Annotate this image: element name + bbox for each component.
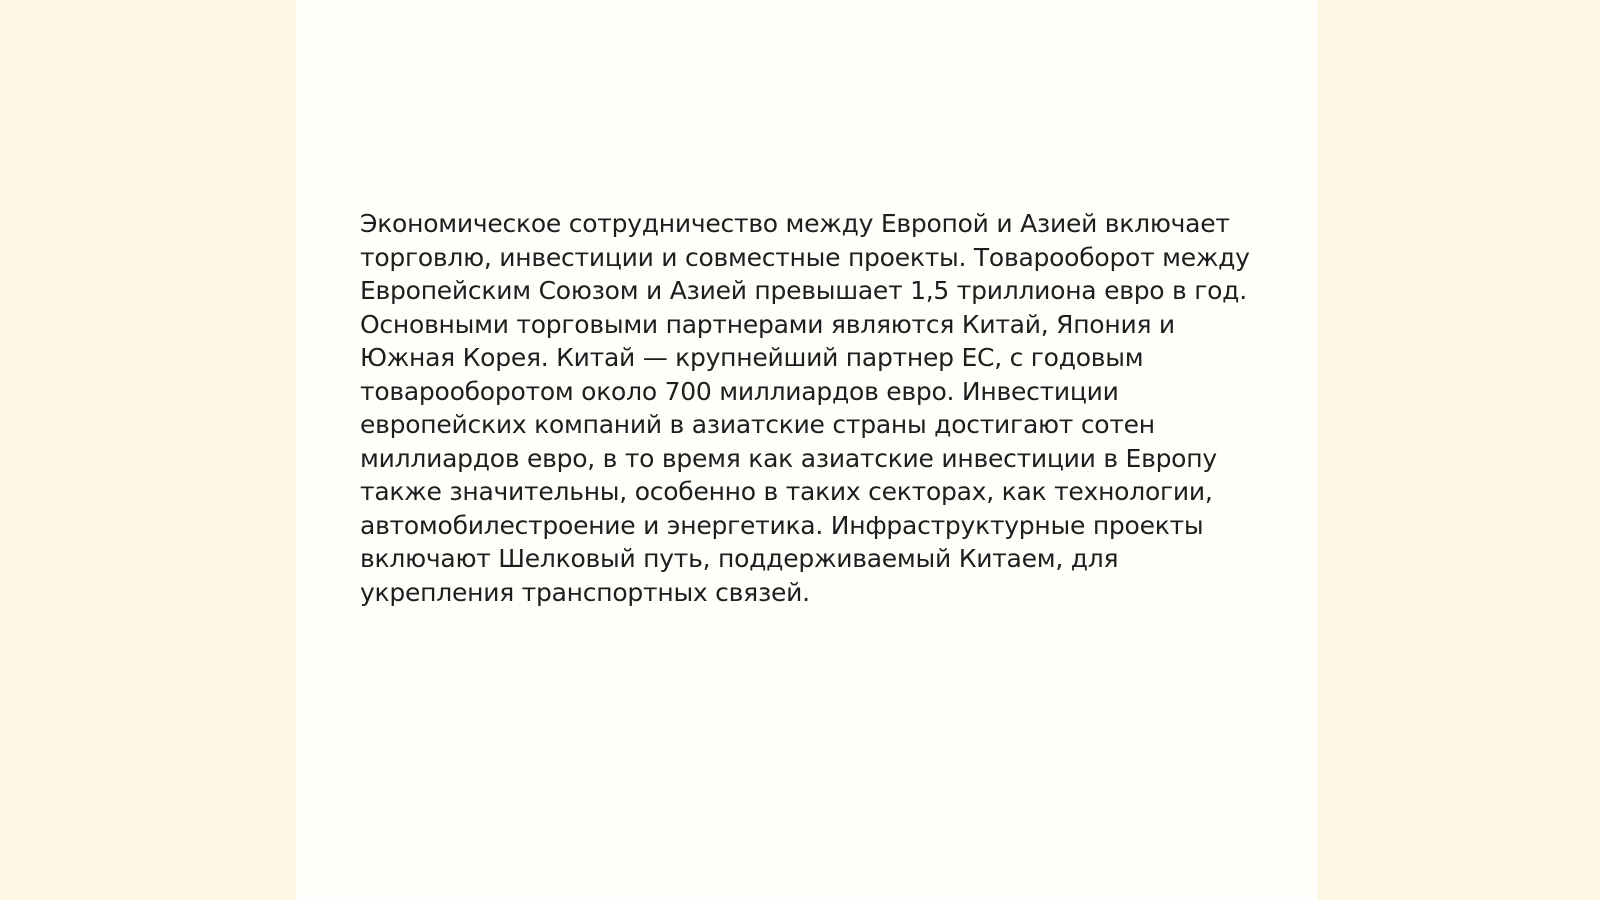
slide-page [296, 0, 1318, 900]
body-paragraph: Экономическое сотрудничество между Европой и Азией включает торговлю, инвестиции и совместные проекты. Товарооборот между Европейским Союзом и Азией превышает 1,5 триллиона евро в год. Основными торговыми партнерами являются Китай, Япония и Южная Корея. Китай — крупнейший партнер ЕС, с годовым товарооборотом около 700 миллиардов евро. Инвестиции европейских компаний в азиатские страны достигают сотен миллиардов евро, в то время как азиатские инвестиции в Европу также значительны, особенно в таких секторах, как технологии, автомобилестроение и энергетика. Инфраструктурные проекты включают Шелковый путь, поддерживаемый Китаем, для укрепления транспортных связей. [360, 209, 1250, 607]
